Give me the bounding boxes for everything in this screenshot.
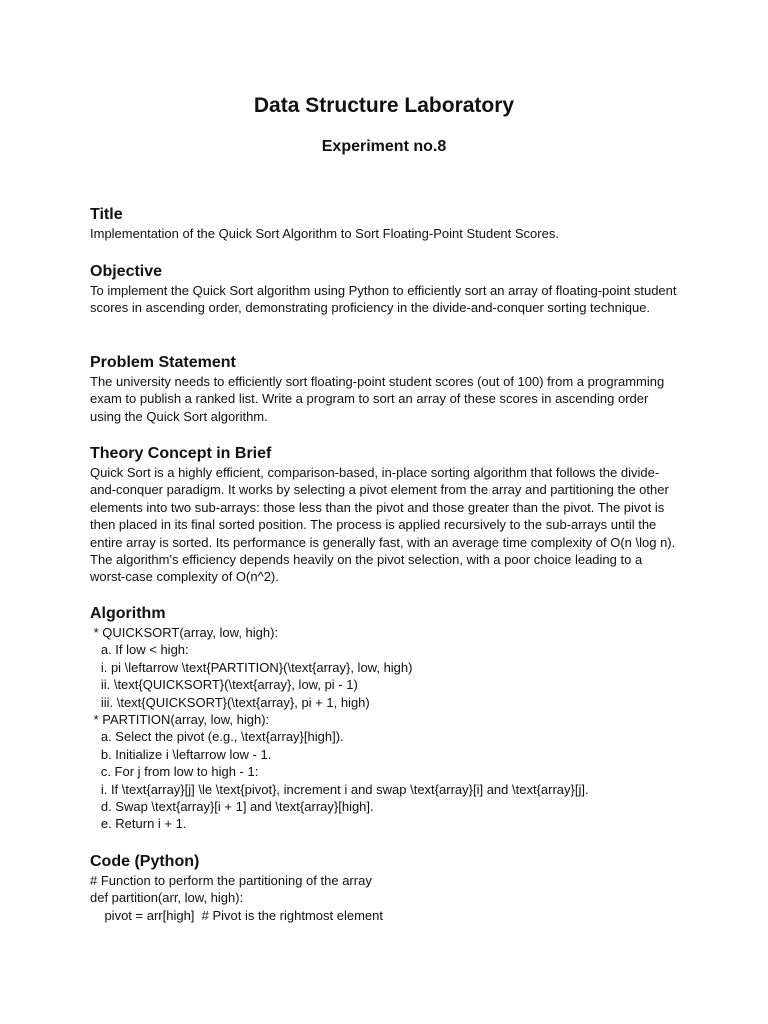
algorithm-line: d. Swap \text{array}[i + 1] and \text{array}[high]. [90,799,374,815]
theory-heading: Theory Concept in Brief [90,445,272,462]
experiment-number: Experiment no.8 [321,138,447,155]
algorithm-line: * PARTITION(array, low, high): [90,712,270,728]
theory-section [90,444,680,586]
algorithm-line: iii. \text{QUICKSORT}(\text{array}, pi + 1, high) [90,694,370,710]
document-title: Data Structure Laboratory [253,94,515,117]
objective-heading: Objective [90,263,163,280]
code-section [90,852,680,924]
title-section [90,205,680,242]
problem-statement-section [90,353,680,425]
code-line: pivot = arr[high] # Pivot is the rightmost element [90,907,383,923]
algorithm-line: i. pi \leftarrow \text{PARTITION}(\text{array}, low, high) [90,659,413,675]
objective-text: To implement the Quick Sort algorithm using Python to efficiently sort an array of floating-point student scores in ascending order, demonstrating proficiency in the divide-and-conquer sorting technique. [90,283,677,316]
title-heading: Title [90,206,123,223]
theory-text: Quick Sort is a highly efficient, comparison-based, in-place sorting algorithm that follows the divide-and-conquer paradigm. It works by selecting a pivot element from the array and partitioning the other elements into two sub-arrays: those less than the pivot and those greater than the pivot. The pivot is then placed in its final sorted position. The process is applied recursively to the sub-arrays until the entire array is sorted. Its performance is generally fast, with an average time complexity of O(n \log n). The algorithm's efficiency depends heavily on the pivot selection, with a poor choice leading to a worst-case complexity of O(n^2). [90,465,676,585]
algorithm-line: e. Return i + 1. [90,816,187,832]
algorithm-line: a. Select the pivot (e.g., \text{array}[high]). [90,729,344,745]
algorithm-line: c. For j from low to high - 1: [90,764,259,780]
code-line: def partition(arr, low, high): [90,890,244,906]
code-line: # Function to perform the partitioning of the array [90,873,372,888]
algorithm-heading: Algorithm [90,605,166,622]
algorithm-line: a. If low < high: [90,642,189,658]
algorithm-line: ii. \text{QUICKSORT}(\text{array}, low, pi - 1) [90,677,358,693]
algorithm-line: b. Initialize i \leftarrow low - 1. [90,746,272,762]
title-text: Implementation of the Quick Sort Algorithm to Sort Floating-Point Student Scores. [90,226,559,241]
objective-section [90,262,680,317]
algorithm-section [90,604,680,833]
problem-statement-heading: Problem Statement [90,354,236,371]
problem-statement-text: The university needs to efficiently sort floating-point student scores (out of 100) from a programming exam to publish a ranked list. Write a program to sort an array of these scores in ascending order using the Quick Sort algorithm. [90,374,665,424]
code-heading: Code (Python) [90,853,200,870]
algorithm-line: i. If \text{array}[j] \le \text{pivot}, increment i and swap \text{array}[i] and \text{array}[j]. [90,781,589,797]
algorithm-line: * QUICKSORT(array, low, high): [90,625,279,640]
